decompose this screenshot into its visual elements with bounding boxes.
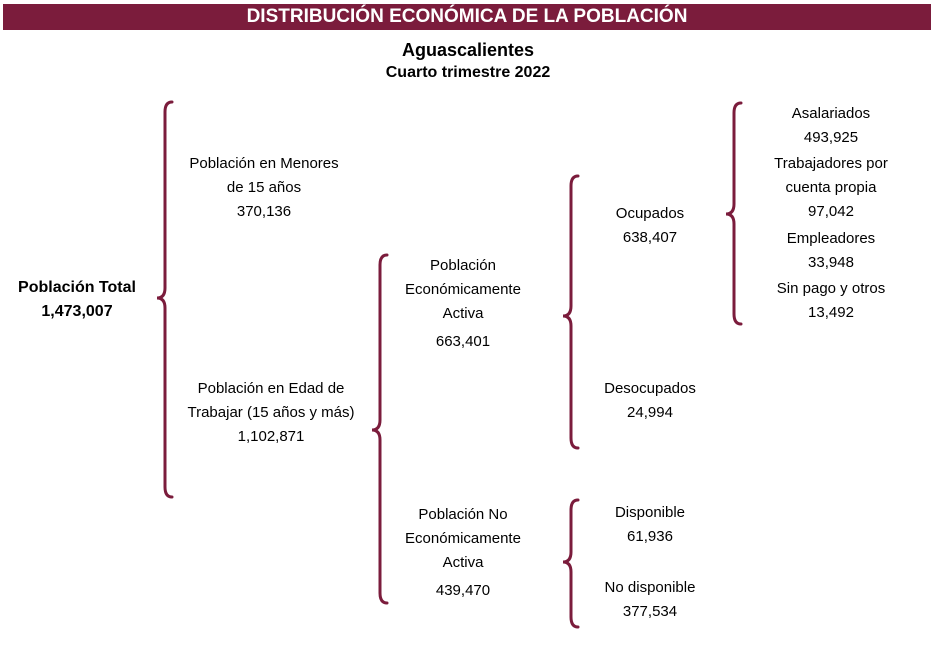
page-title: DISTRIBUCIÓN ECONÓMICA DE LA POBLACIÓN — [246, 6, 688, 27]
node-edad-trabajar — [176, 377, 366, 449]
node-cuenta-propia — [746, 152, 916, 224]
label-pnea-line3: Activa — [442, 554, 484, 571]
value-desocupados: 24,994 — [627, 404, 673, 421]
label-empleadores: Empleadores — [786, 230, 876, 247]
node-ocupados — [585, 202, 715, 250]
brace-pnea — [563, 500, 578, 627]
node-pnea — [388, 503, 538, 603]
value-disponible: 61,936 — [627, 528, 673, 545]
brace-pea — [563, 176, 578, 448]
value-poblacion-total: 1,473,007 — [41, 303, 113, 320]
label-edad-trabajar-line2: Trabajar (15 años y más) — [187, 404, 355, 421]
value-sin-pago: 13,492 — [808, 304, 854, 321]
node-menores-15 — [174, 152, 354, 224]
value-no-disponible: 377,534 — [622, 603, 678, 620]
label-asalariados: Asalariados — [791, 105, 871, 122]
region-title: Aguascalientes — [401, 40, 535, 60]
label-pea-line3: Activa — [442, 305, 484, 322]
label-edad-trabajar-line1: Población en Edad de — [197, 380, 345, 397]
label-pea-line1: Población — [430, 257, 496, 274]
node-sin-pago — [746, 277, 916, 325]
brace-total — [157, 102, 172, 497]
period-subtitle: Cuarto trimestre 2022 — [385, 64, 551, 81]
node-disponible — [585, 501, 715, 549]
value-cuenta-propia: 97,042 — [808, 203, 854, 220]
brace-edad-trabajar — [372, 255, 387, 603]
label-pea-line2: Económicamente — [405, 281, 521, 298]
node-pea — [388, 254, 538, 354]
node-asalariados — [746, 102, 916, 150]
label-desocupados: Desocupados — [604, 380, 696, 397]
value-menores-15: 370,136 — [236, 203, 292, 220]
value-empleadores: 33,948 — [808, 254, 854, 271]
node-desocupados — [585, 377, 715, 425]
label-no-disponible: No disponible — [604, 579, 696, 596]
value-ocupados: 638,407 — [622, 229, 678, 246]
value-pnea: 439,470 — [435, 582, 491, 599]
label-disponible: Disponible — [614, 504, 686, 521]
label-poblacion-total: Población Total — [18, 279, 136, 296]
label-ocupados: Ocupados — [615, 205, 685, 222]
label-cuenta-propia-line2: cuenta propia — [785, 179, 877, 196]
value-asalariados: 493,925 — [803, 129, 859, 146]
label-cuenta-propia-line1: Trabajadores por — [774, 155, 888, 172]
node-empleadores — [746, 227, 916, 275]
value-pea: 663,401 — [435, 333, 491, 350]
brace-ocupados — [726, 103, 741, 324]
value-edad-trabajar: 1,102,871 — [237, 428, 305, 445]
label-menores-15-line2: de 15 años — [226, 179, 302, 196]
node-poblacion-total — [2, 276, 152, 324]
label-menores-15-line1: Población en Menores — [189, 155, 339, 172]
label-sin-pago: Sin pago y otros — [776, 280, 886, 297]
node-no-disponible — [585, 576, 715, 624]
label-pnea-line1: Población No — [418, 506, 508, 523]
label-pnea-line2: Económicamente — [405, 530, 521, 547]
